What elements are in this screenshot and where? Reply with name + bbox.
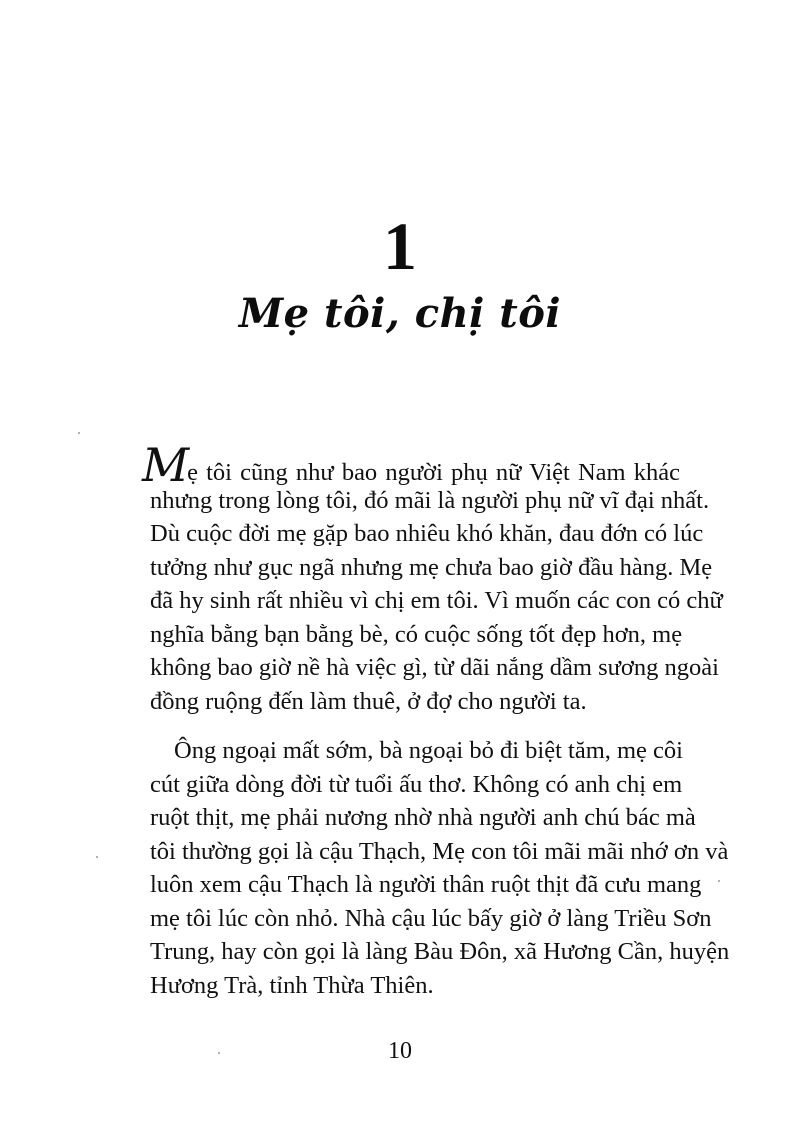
paragraph-line: nghĩa bằng bạn bằng bè, có cuộc sống tốt đẹp hơn, mẹ: [150, 620, 683, 648]
paragraph-line: đã hy sinh rất nhiều vì chị em tôi. Vì muốn các con có chữ: [150, 587, 723, 614]
paragraph-line: Ông ngoại mất sớm, bà ngoại bỏ đi biệt tăm, mẹ côi: [174, 737, 683, 764]
chapter-number: 1: [383, 208, 417, 284]
scan-speck: [96, 856, 98, 858]
paragraph-line: Trung, hay còn gọi là làng Bàu Đôn, xã Hương Cần, huyện: [150, 938, 730, 965]
page-number: 10: [388, 1038, 412, 1064]
paragraph-1: [142, 438, 723, 718]
paragraph-line: tôi thường gọi là cậu Thạch, Mẹ con tôi mãi mãi nhớ ơn và: [150, 837, 729, 865]
scan-speck: [78, 432, 80, 434]
paragraph-line: tưởng như gục ngã nhưng mẹ chưa bao giờ đầu hàng. Mẹ: [150, 553, 713, 581]
line-text: ẹ tôi cũng như bao người phụ nữ Việt Nam khác: [187, 459, 680, 486]
paragraph-line: ruột thịt, mẹ phải nương nhờ nhà người anh chú bác mà: [150, 804, 696, 831]
paragraph-line: Hương Trà, tỉnh Thừa Thiên.: [150, 971, 434, 999]
chapter-body: [142, 438, 730, 1002]
scan-speck: [718, 880, 720, 882]
scan-speck: [218, 1052, 220, 1054]
paragraph-line: cút giữa dòng đời từ tuổi ấu thơ. Không có anh chị em: [150, 770, 683, 798]
paragraph-line: nhưng trong lòng tôi, đó mãi là người phụ nữ vĩ đại nhất.: [150, 486, 710, 514]
paragraph-line: [142, 438, 680, 492]
paragraph-line: mẹ tôi lúc còn nhỏ. Nhà cậu lúc bấy giờ ở làng Triều Sơn: [150, 904, 712, 932]
chapter-title: Mẹ tôi, chị tôi: [238, 290, 562, 337]
paragraph-line: đồng ruộng đến làm thuê, ở đợ cho người ta.: [150, 687, 587, 715]
paragraph-line: không bao giờ nề hà việc gì, từ dãi nắng dầm sương ngoài: [150, 654, 719, 681]
paragraph-2: [150, 734, 730, 1002]
paragraph-line: Dù cuộc đời mẹ gặp bao nhiêu khó khăn, đau đớn có lúc: [150, 520, 704, 547]
paragraph-line: luôn xem cậu Thạch là người thân ruột thịt đã cưu mang: [150, 871, 702, 898]
drop-cap: M: [142, 438, 188, 492]
